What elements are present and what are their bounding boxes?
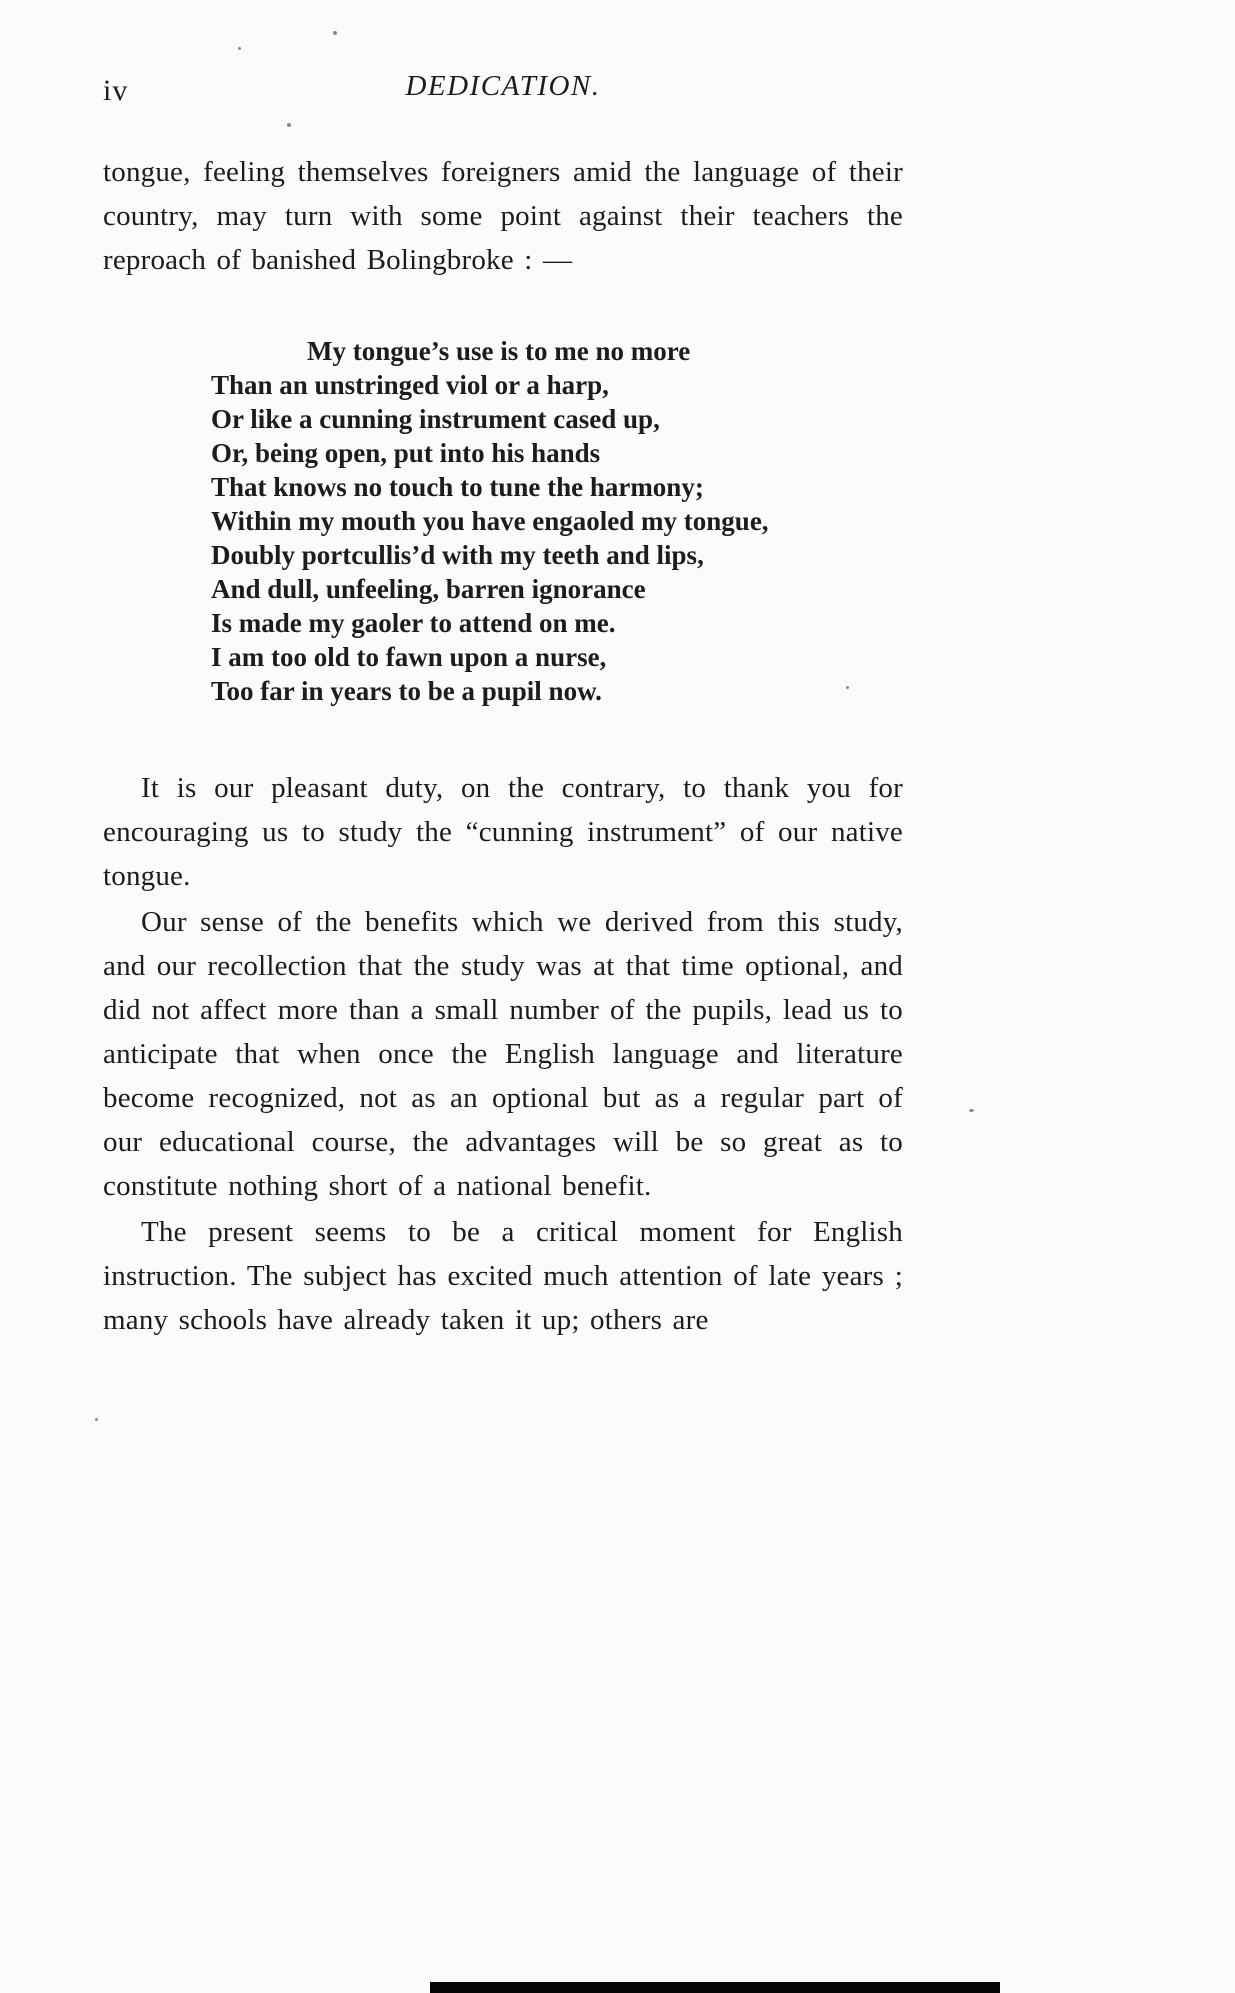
scan-speck — [846, 686, 849, 689]
poem-line: Or like a cunning instrument cased up, — [211, 404, 660, 434]
scan-speck — [95, 1418, 98, 1421]
paragraph-thanks: It is our pleasant duty, on the contrary, to thank you for encouraging us to study the “cunning instrument” of our native tongue. — [103, 772, 903, 892]
running-title: DEDICATION. — [405, 70, 601, 102]
scan-edge-artifact — [430, 1982, 1000, 1993]
poem-line: Is made my gaoler to attend on me. — [211, 608, 616, 638]
poem-line: I am too old to fawn upon a nurse, — [211, 642, 607, 672]
poem-line: Than an unstringed viol or a harp, — [211, 370, 609, 400]
running-head — [103, 70, 903, 116]
paragraph-benefits: Our sense of the benefits which we derived from this study, and our recollection that the study was at that time optional, and did not affect more than a small number of the pupils, lead us to anticipate that when once the English language and literature become recognized, not as an optional but as a regular part of our educational course, the advantages will be so great as to constitute nothing short of a national benefit. — [103, 906, 903, 1202]
page-number: iv — [103, 74, 129, 107]
scan-speck — [287, 123, 291, 127]
poem-line: Too far in years to be a pupil now. — [211, 676, 602, 706]
poem-line: My tongue’s use is to me no more — [307, 336, 691, 366]
scan-speck — [238, 47, 241, 50]
scan-speck — [333, 31, 337, 35]
poem-line: Or, being open, put into his hands — [211, 438, 601, 468]
poem-line: Within my mouth you have engaoled my tongue, — [211, 506, 769, 536]
poem-line: Doubly portcullis’d with my teeth and lips, — [211, 540, 704, 570]
poem-line: That knows no touch to tune the harmony; — [211, 472, 704, 502]
paragraph-continuation: tongue, feeling themselves foreigners amid the language of their country, may turn with some point against their teachers the reproach of banished Bolingbroke : — — [103, 156, 903, 276]
poem-line: And dull, unfeeling, barren ignorance — [211, 574, 646, 604]
scan-speck — [969, 1109, 974, 1112]
book-page — [103, 70, 903, 1342]
poem-blockquote — [211, 334, 903, 708]
paragraph-critical-moment: The present seems to be a critical moment for English instruction. The subject has excited much attention of late years ; many schools have already taken it up; others are — [103, 1216, 903, 1336]
